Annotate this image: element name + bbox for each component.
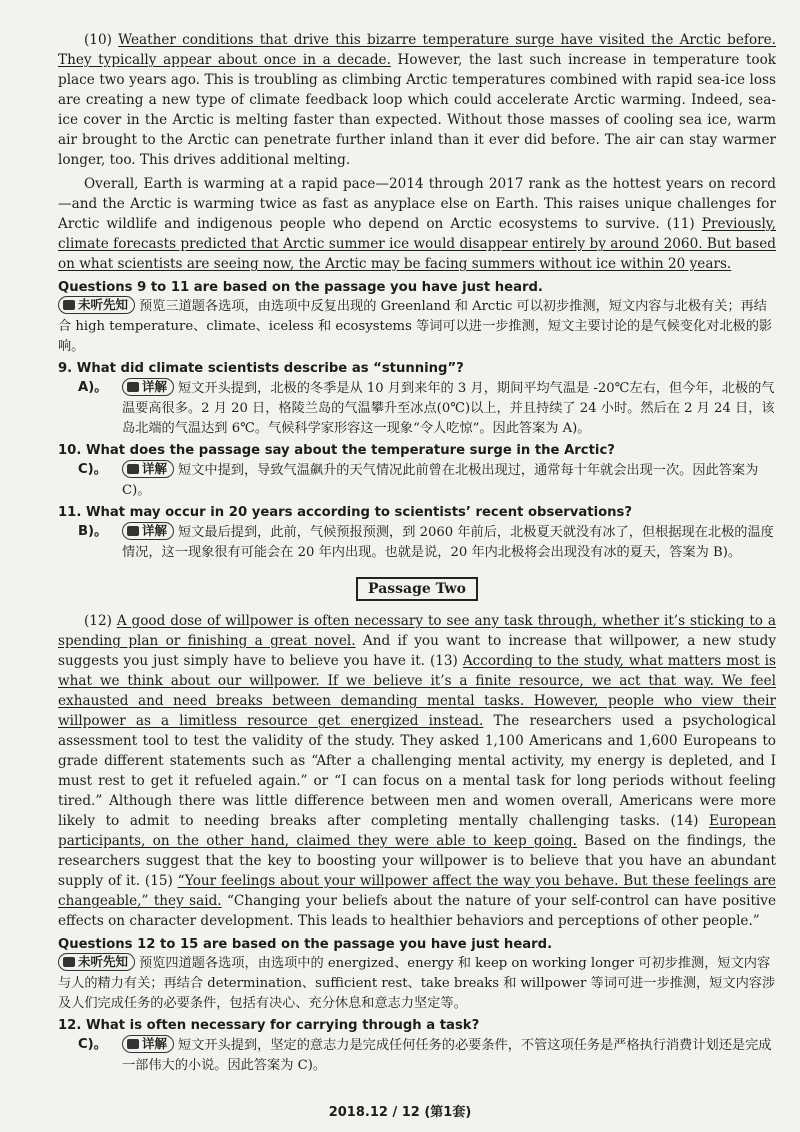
sentence-number: (13) [429, 653, 458, 669]
underlined-text: Previously, climate forecasts predicted that Arctic summer ice would disappear entirely by around 2060. But based on what scientists are seeing now, the Arctic may be facing summers without ice within 20 years. [58, 216, 776, 272]
folder-icon [63, 300, 75, 310]
explanation-text: 短文开头提到，北极的冬季是从 10 月到来年的 3 月，期间平均气温是 -20℃左右，但今年，北极的气温要高很多。2 月 20 日，格陵兰岛的气温攀升至冰点(0℃)以上，并且持续了 24 小时。然后在 2 月 24 日，该岛北端的气温达到 6℃。气候科学家形容这一现象“令人吃惊”。因此答案为 A)。 [122, 381, 775, 436]
sentence-number: (12) [84, 613, 112, 629]
explain-tag: 详解 [122, 522, 174, 540]
folder-icon [127, 1039, 139, 1049]
sentence-number: (10) [84, 32, 112, 48]
answer-12 [58, 1035, 776, 1076]
answer-letter: C)。 [78, 1037, 107, 1052]
passage1-paragraph-10 [58, 30, 776, 170]
underlined-text: European participants, on the other hand, claimed they were able to keep going. [58, 813, 777, 849]
folder-icon [127, 382, 139, 392]
paragraph-text: And if you want to increase that willpower, a new study suggests you just simply have to believe you have it. [58, 633, 776, 669]
preview-tag: 未听先知 [58, 296, 135, 314]
question-heading: Questions 9 to 11 are based on the passage you have just heard. [58, 280, 543, 295]
paragraph-text: However, the last such increase in temperature took place two years ago. This is troubling as climbing Arctic temperatures combined with rapid sea-ice loss are creating a new type of climate feedback loop which could accelerate Arctic warming. Indeed, sea-ice cover in the Arctic is melting faster than expected. Without those masses of cooling sea ice, warm air brought to the Arctic can penetrate further inland than it ever did before. The air can stay warmer longer, too. This drives additional melting. [58, 52, 777, 168]
question-heading: Questions 12 to 15 are based on the passage you have just heard. [58, 937, 553, 952]
answer-letter: C)。 [78, 462, 107, 477]
underlined-text: A good dose of willpower is often necessary to see any task through, whether it’s sticking to a spending plan or finishing a great novel. [58, 613, 776, 649]
explanation-text: 短文中提到，导致气温飙升的天气情况此前曾在北极出现过，通常每十年就会出现一次。因此答案为 C)。 [122, 463, 759, 498]
explain-tag: 详解 [122, 1035, 174, 1053]
explain-tag: 详解 [122, 460, 174, 478]
explain-tag: 详解 [122, 378, 174, 396]
preview-tag: 未听先知 [58, 953, 135, 971]
sentence-number: (11) [666, 216, 695, 232]
preview-text: 预览四道题各选项，由选项中的 energized、energy 和 keep on working longer 可初步推测，短文内容与人的精力有关；再结合 determination、sufficient rest、take breaks 和 willpower 等词可进一步推测，短文内容涉及人们完成任务的必要条件，包括有决心、充分休息和意志力坚定等。 [58, 956, 776, 1011]
paragraph-text: Based on the findings, the researchers suggest that the key to boosting your willpower is to believe that you have an abundant supply of it. [58, 833, 776, 889]
question-11: 11. What may occur in 20 years according to scientists’ recent observations? [58, 505, 633, 520]
paragraph-text: The researchers used a psychological assessment tool to test the validity of the study. They asked 1,100 Americans and 1,600 Europeans to grade different statements such as “After a challenging mental activity, my energy is depleted, and I must rest to get it refueled again.” or “I can focus on a mental task for long periods without feeling tired.” Although there was little difference between men and women overall, Americans were more likely to admit to needing breaks after completing mentally challenging tasks. [58, 713, 776, 829]
passage-two-heading: Passage Two [58, 577, 776, 601]
paragraph-text: Overall, Earth is warming at a rapid pace—2014 through 2017 rank as the hottest years on record—and the Arctic is warming twice as fast as anyplace else on Earth. This raises unique challenges for Arctic wildlife and indigenous people who depend on Arctic ecosystems to survive. [58, 176, 776, 232]
preview-note [58, 953, 776, 1014]
preview-text: 预览三道题各选项，由选项中反复出现的 Greenland 和 Arctic 可以初步推测，短文内容与北极有关；再结合 high temperature、climate、iceless 和 ecosystems 等词可以进一步推测，短文主要讨论的是气候变化对北极的影响。 [58, 299, 773, 354]
question-12: 12. What is often necessary for carrying through a task? [58, 1018, 480, 1033]
underlined-text: “Your feelings about your willpower affect the way you behave. But these feelings are changeable,” they said. [58, 873, 776, 909]
sentence-number: (15) [144, 873, 173, 889]
answer-letter: A)。 [78, 380, 108, 395]
explanation-text: 短文开头提到，坚定的意志力是完成任何任务的必要条件，不管这项任务是严格执行消费计划还是完成一部伟大的小说。因此答案为 C)。 [122, 1038, 772, 1073]
folder-icon [127, 526, 139, 536]
passage2-paragraph [58, 611, 776, 931]
answer-letter: B)。 [78, 524, 108, 539]
question-10: 10. What does the passage say about the temperature surge in the Arctic? [58, 443, 615, 458]
folder-icon [63, 957, 75, 967]
answer-11 [58, 522, 776, 563]
answer-9 [58, 378, 776, 439]
folder-icon [127, 464, 139, 474]
preview-note [58, 296, 776, 357]
question-9: 9. What did climate scientists describe as “stunning”? [58, 361, 464, 376]
page-footer: 2018.12 / 12 (第1套) [328, 1105, 472, 1120]
underlined-text: Weather conditions that drive this bizarre temperature surge have visited the Arctic before. They typically appear about once in a decade. [58, 32, 776, 68]
answer-10 [58, 460, 776, 501]
passage1-paragraph-11 [58, 174, 776, 274]
explanation-text: 短文最后提到，此前，气候预报预测，到 2060 年前后，北极夏天就没有冰了，但根据现在北极的温度情况，这一现象很有可能会在 20 年内出现。也就是说，20 年内北极将会出现没有冰的夏天，答案为 B)。 [122, 525, 774, 560]
underlined-text: According to the study, what matters most is what we think about our willpower. If we believe it’s a finite resource, we act that way. We feel exhausted and need breaks between demanding mental tasks. However, people who view their willpower as a limitless resource get energized instead. [58, 653, 776, 729]
sentence-number: (14) [670, 813, 699, 829]
paragraph-text: “Changing your beliefs about the nature of your self-control can have positive effects on character development. This leads to healthier behaviors and perceptions of other people.” [58, 893, 776, 929]
